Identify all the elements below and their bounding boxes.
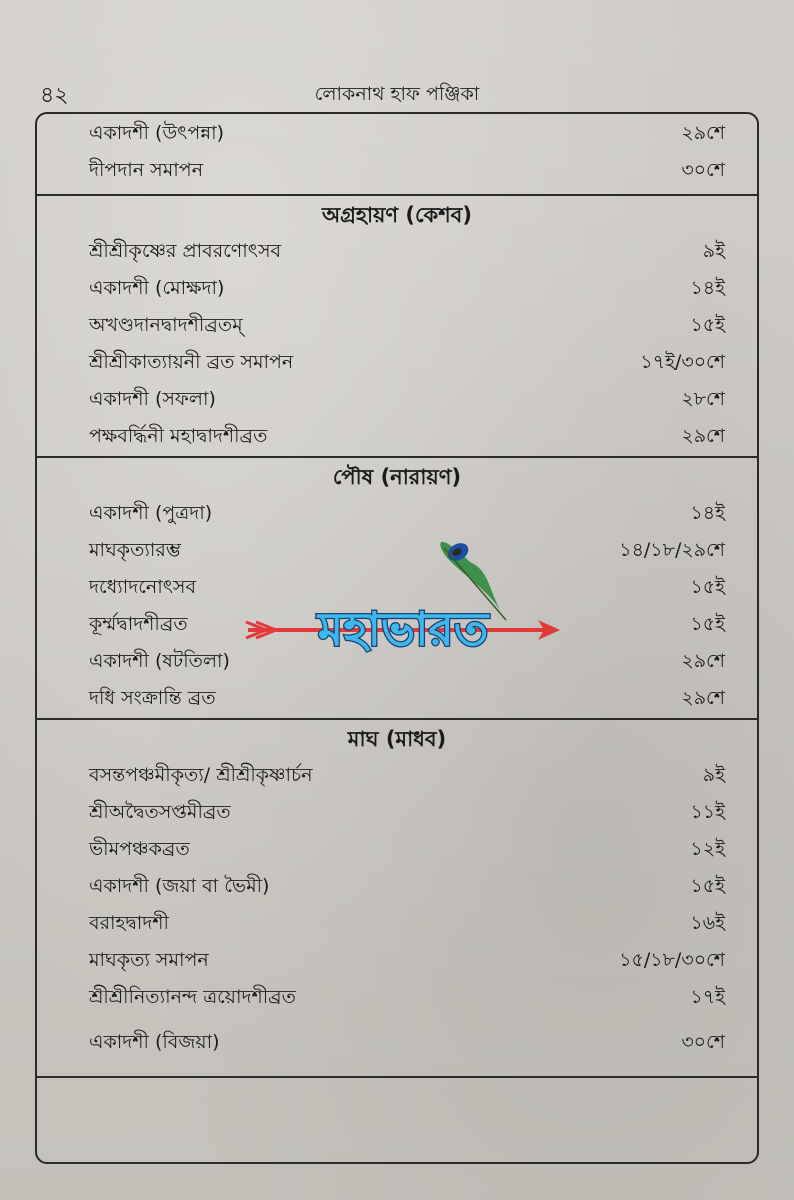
festival-date: ১৫/১৮/৩০শে — [619, 949, 725, 971]
table-row — [37, 832, 757, 869]
section-header — [37, 720, 757, 758]
mahabharat-watermark-logo — [238, 530, 568, 680]
table-row — [37, 869, 757, 906]
festival-date: ২৮শে — [681, 388, 725, 410]
festival-name: অখণ্ডদানদ্বাদশীব্রতম্ — [89, 314, 243, 336]
festival-name: বসন্তপঞ্চমীকৃত্য/ শ্রীশ্রীকৃষ্ণার্চন — [89, 764, 313, 786]
table-row — [37, 758, 757, 795]
festival-name: বরাহদ্বাদশী — [89, 912, 169, 934]
festival-name: শ্রীশ্রীনিত্যানন্দ ত্রয়োদশীব্রত — [89, 986, 296, 1008]
table-row — [37, 980, 757, 1017]
festival-date: ৩০শে — [681, 159, 725, 181]
festival-name: ভীমপঞ্চকব্রত — [89, 838, 190, 860]
section-magh — [37, 720, 757, 1062]
festival-date: ৯ই — [702, 764, 725, 786]
table-row — [37, 234, 757, 271]
festival-date: ১৪ই — [690, 277, 725, 299]
festival-date: ১৬ই — [690, 912, 725, 934]
festival-name: একাদশী (পুত্রদা) — [89, 502, 213, 524]
footer-divider — [37, 1076, 757, 1078]
table-row — [37, 271, 757, 308]
section-title: অগ্রহায়ণ (কেশব) — [322, 203, 472, 227]
festival-date: ১৪/১৮/২৯শে — [619, 539, 725, 561]
festival-date: ১৭ই — [690, 986, 725, 1008]
intro-block — [37, 114, 757, 190]
festival-name: দধি সংক্রান্তি ব্রত — [89, 687, 216, 709]
table-row — [37, 906, 757, 943]
festival-date: ১৫ই — [690, 314, 725, 336]
festival-date: ১৫ই — [690, 576, 725, 598]
festival-name: পক্ষবর্দ্ধিনী মহাদ্বাদশীব্রত — [89, 425, 268, 447]
table-row — [37, 153, 757, 190]
table-row — [37, 116, 757, 153]
festival-date: ২৯শে — [681, 650, 725, 672]
festival-date: ১৫ই — [690, 613, 725, 635]
festival-name: কূর্ম্মদ্বাদশীব্রত — [89, 613, 188, 635]
festival-name: একাদশী (সফলা) — [89, 388, 216, 410]
table-row — [37, 308, 757, 345]
festival-date: ২৯শে — [681, 687, 725, 709]
section-header — [37, 458, 757, 496]
section-agrahayan — [37, 196, 757, 456]
table-row — [37, 795, 757, 832]
section-title: পৌষ (নারায়ণ) — [332, 465, 462, 489]
festival-date: ১২ই — [690, 838, 725, 860]
festival-name: শ্রীঅদ্বৈতসপ্তমীব্রত — [89, 801, 231, 823]
festival-name: শ্রীশ্রীকৃষ্ণের প্রাবরণোৎসব — [89, 240, 282, 262]
festival-date: ১৭ই/৩০শে — [640, 351, 725, 373]
festival-name: শ্রীশ্রীকাত্যায়নী ব্রত সমাপন — [89, 351, 294, 373]
running-title: লোকনাথ হাফ পঞ্জিকা — [314, 83, 480, 105]
festival-date: ১৪ই — [690, 502, 725, 524]
festival-name: দীপদান সমাপন — [89, 159, 204, 181]
festival-date: ১৫ই — [690, 875, 725, 897]
festival-date: ২৯শে — [681, 425, 725, 447]
table-row — [37, 345, 757, 382]
watermark-text: মহাভারত — [317, 602, 489, 656]
table-row — [37, 1025, 757, 1062]
festival-name: দধ্যোদনোৎসব — [89, 576, 197, 598]
table-row — [37, 382, 757, 419]
festival-date: ৩০শে — [681, 1031, 725, 1053]
section-header — [37, 196, 757, 234]
page-number: ৪২ — [40, 83, 69, 108]
festival-name: মাঘকৃত্য সমাপন — [89, 949, 209, 971]
festival-date: ৯ই — [702, 240, 725, 262]
festival-name: একাদশী (উৎপন্না) — [89, 122, 224, 144]
festival-name: মাঘকৃত্যারম্ভ — [89, 539, 181, 561]
table-row — [37, 943, 757, 980]
table-row — [37, 419, 757, 456]
section-title: মাঘ (মাধব) — [347, 727, 447, 751]
festival-name: একাদশী (ষটতিলা) — [89, 650, 230, 672]
table-row — [37, 496, 757, 533]
festival-name: একাদশী (মোক্ষদা) — [89, 277, 225, 299]
table-row — [37, 681, 757, 718]
page-header — [40, 78, 754, 108]
festival-date: ২৯শে — [681, 122, 725, 144]
festival-date: ১১ই — [690, 801, 725, 823]
festival-name: একাদশী (জয়া বা ভৈমী) — [89, 875, 270, 897]
festival-name: একাদশী (বিজয়া) — [89, 1031, 220, 1053]
